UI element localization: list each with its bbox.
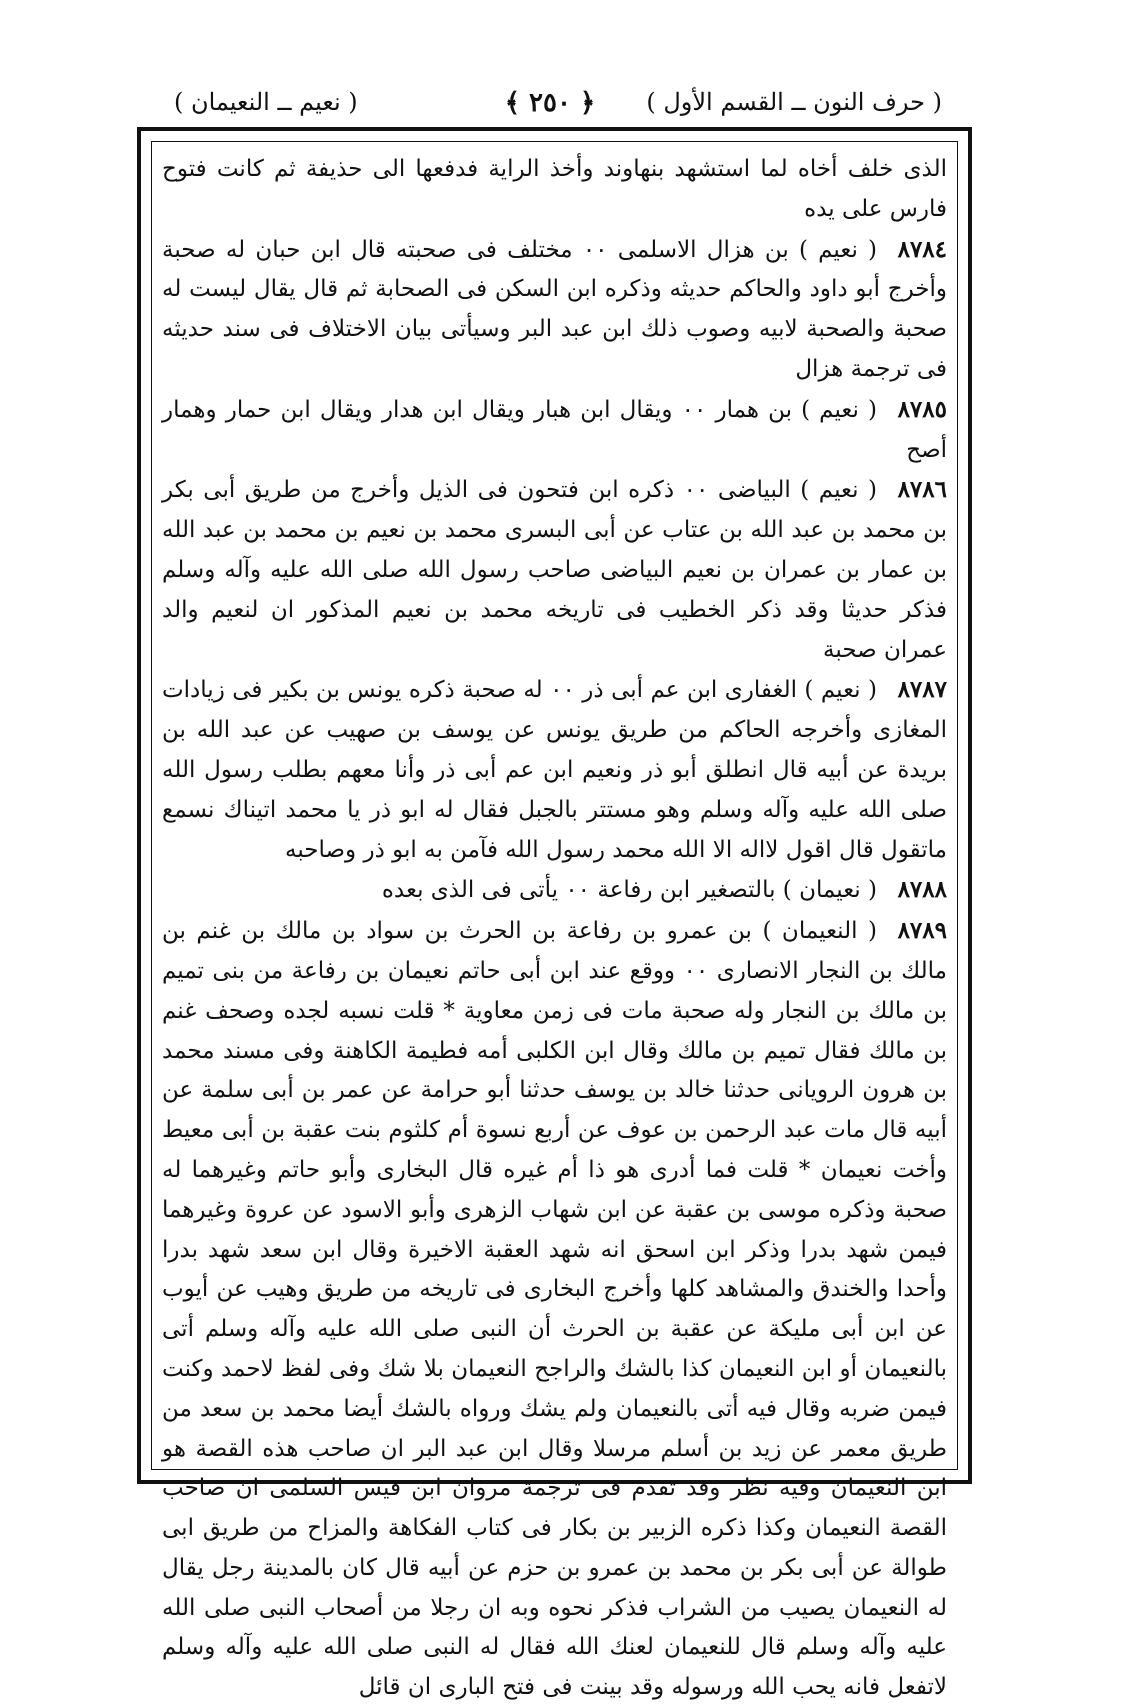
entry-paragraph (162, 390, 947, 471)
entry-number: ٨٧٨٧ (897, 676, 947, 704)
entry-number: ٨٧٨٩ (897, 917, 947, 945)
entry-text: ( نعيم ) بن همار ٠٠ ويقال ابن هبار ويقال ابن هدار ويقال ابن حمار وهمار أصح (162, 396, 947, 463)
entry-number: ٨٧٨٨ (897, 876, 947, 904)
entry-number: ٨٧٨٤ (897, 235, 948, 263)
entry-paragraph (162, 911, 947, 1708)
entry-text: ( نعيمان ) بالتصغير ابن رفاعة ٠٠ يأتى فى الذى بعده (381, 877, 877, 904)
page-number: ﴿ ٢٥٠ ﴾ (504, 88, 596, 118)
entry-text: ( نعيم ) البياضى ٠٠ ذكره ابن فتحون فى الذيل وأخرج من طريق أبى بكر بن محمد بن عبد الله بن عتاب عن أبى البسرى محمد بن نعيم بن محمد بن عبد الله بن عمار بن عمران بن نعيم البياضى صاحب رسول الله صلى الله عليه وآله وسلم فذكر حديثا وقد ذكر الخطيب فى تاريخه محمد بن نعيم المذكور ان لنعيم والد عمران صحبة (162, 477, 947, 663)
main-text (162, 150, 947, 1708)
entry-number: ٨٧٨٦ (897, 476, 947, 504)
text-frame-inner-border (151, 141, 958, 1701)
entry-text: ( نعيم ) بن هزال الاسلمى ٠٠ مختلف فى صحبته قال ابن حبان له صحبة وأخرج أبو داود والحاكم حديثه وذكره ابن السكن فى الصحابة ثم قال يقال ليست له صحبة والصحبة لابيه وصوب ذلك ابن عبد البر وسيأتى بيان الاختلاف فى سند حديثه فى ترجمة هزال (162, 236, 947, 382)
entry-paragraph (162, 870, 947, 911)
text-frame (137, 127, 972, 1701)
entry-paragraph (162, 230, 947, 390)
running-head-entry: ( نعيم ــ النعيمان ) (174, 88, 358, 116)
page-header (150, 82, 950, 122)
entry-text: ( نعيم ) الغفارى ابن عم أبى ذر ٠٠ له صحبة ذكره يونس بن بكير فى زيادات المغازى وأخرجه الحاكم من طريق يونس عن يوسف بن صهيب عن عبد الله بن بريدة عن أبيه قال انطلق أبو ذر ونعيم ابن عم أبى ذر وأنا معهم بطلب رسول الله صلى الله عليه وآله وسلم وهو مستتر بالجبل فقال له ابو ذر يا محمد اتيناك نسمع ماتقول قال اقول لااله الا الله محمد رسول الله فآمن به ابو ذر وصاحبه (162, 677, 947, 863)
entry-paragraph (162, 470, 947, 670)
entry-paragraph (162, 150, 947, 230)
running-head-section: ( حرف النون ــ القسم الأول ) (646, 88, 942, 116)
entry-paragraph (162, 670, 947, 870)
entry-number: ٨٧٨٥ (897, 395, 947, 423)
entry-text: ( النعيمان ) بن عمرو بن رفاعة بن الحرث بن سواد بن مالك بن غنم بن مالك بن النجار الانصارى ٠٠ ووقع عند ابن أبى حاتم نعيمان بن رفاعة من بنى تميم بن مالك بن النجار وله صحبة مات فى زمن معاوية * قلت نسبه لجده وصحف غنم بن مالك فقال تميم بن مالك وقال ابن الكلبى أمه فطيمة الكاهنة وفى مسند محمد بن هرون الرويانى حدثنا خالد بن يوسف حدثنا أبو حرامة عن عمر بن أبى سلمة عن أبيه قال مات عبد الرحمن بن عوف عن أربع نسوة أم كلثوم بنت عقبة بن أبى معيط وأخت نعيمان * قلت فما أدرى هو ذا أم غيره قال البخارى وأبو حاتم وغيرهما له صحبة وذكره موسى بن عقبة عن ابن شهاب الزهرى وأبو الاسود عن عروة وغيرهما فيمن شهد بدرا وذكر ابن اسحق انه شهد العقبة الاخيرة وقال ابن سعد شهد بدرا وأحدا والخندق والمشاهد كلها وأخرج البخارى فى تاريخه من طريق وهيب عن أيوب عن ابن أبى مليكة عن عقبة بن الحرث أن النبى صلى الله عليه وآله وسلم أتى بالنعيمان أو ابن النعيمان كذا بالشك والراجح النعيمان بلا شك وفى لفظ لاحمد وكنت فيمن ضربه وقال فيه أتى بالنعيمان ولم يشك ورواه بالشك أيضا محمد بن سعد من طريق معمر عن زيد بن أسلم مرسلا وقال ابن عبد البر ان صاحب هذه القصة هو ابن النعيمان وفيه نظر وقد تقدم فى ترجمة مروان ابن قيس السلمى ان صاحب القصة النعيمان وكذا ذكره الزبير بن بكار فى كتاب الفكاهة والمزاح من طريق ابى طوالة عن أبى بكر بن محمد بن عمرو بن حزم عن أبيه قال كان بالمدينة رجل يقال له النعيمان يصيب من الشراب فذكر نحوه وبه ان رجلا من أصحاب النبى صلى الله عليه وآله وسلم قال للنعيمان لعنك الله فقال له النبى صلى الله عليه وآله وسلم لاتفعل فانه يحب الله ورسوله وقد بينت فى فتح البارى ان قائل (162, 918, 947, 1701)
entry-text: الذى خلف أخاه لما استشهد بنهاوند وأخذ الراية فدفعها الى حذيفة ثم كانت فتوح فارس على يده (162, 156, 947, 222)
